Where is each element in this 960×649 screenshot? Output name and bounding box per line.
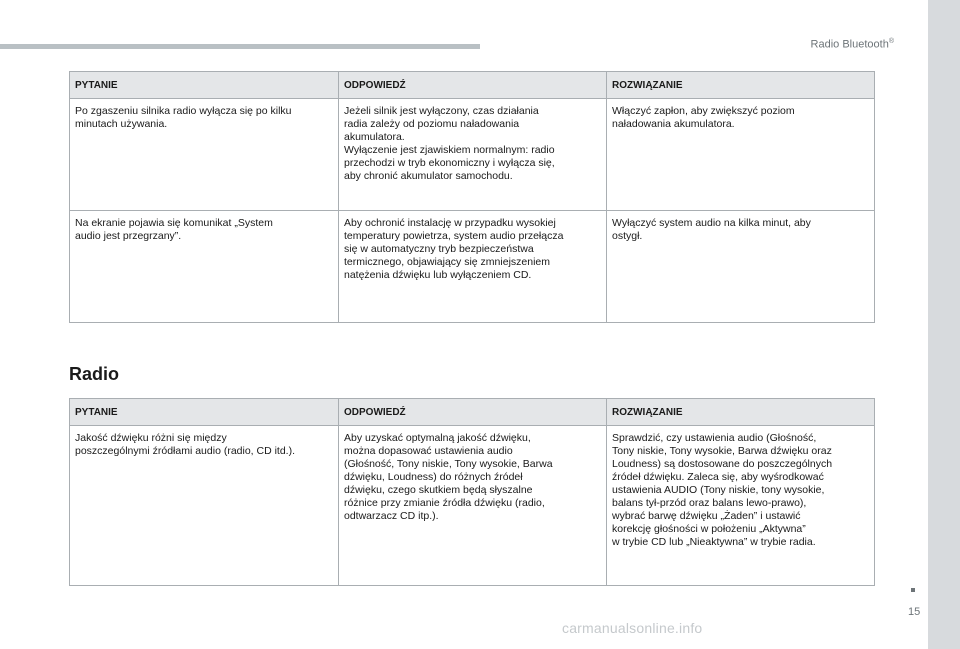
cell-text: Po zgaszeniu silnika radio wyłącza się po kilku minutach używania. (75, 105, 292, 130)
section-header (811, 38, 894, 51)
column-header-solution: ROZWIĄZANIE (607, 399, 875, 426)
cell-text: Aby ochronić instalację w przypadku wysokiej temperatury powietrza, system audio przełącza się w automatyczny tryb bezpieczeństwa termicznego, objawiający się zmniejszeniem natężenia dźwięku lub wyłączeniem CD. (344, 217, 564, 281)
cell-text: Aby uzyskać optymalną jakość dźwięku, można dopasować ustawienia audio (Głośność, Tony niskie, Tony wysokie, Barwa dźwięku, Loudness) do różnych źródeł dźwięku, czego skutkiem będą słyszalne różnice przy zmianie źródła dźwięku (radio, odtwarzacz CD itp.). (344, 432, 553, 522)
header-accent-bar (0, 44, 480, 49)
table-header-row (70, 72, 875, 99)
watermark-text: carmanualsonline.info (562, 620, 703, 636)
page-number: 15 (908, 606, 921, 618)
question-cell (70, 426, 339, 586)
section-title-radio: Radio (69, 364, 120, 384)
cell-text: Jeżeli silnik jest wyłączony, czas działania radia zależy od poziomu naładowania akumulatora. Wyłączenie jest zjawiskiem normalnym: radio przechodzi w tryb ekonomiczny i wyłącza się, aby chronić akumulator samochodu. (344, 105, 555, 182)
table-row (70, 211, 875, 323)
troubleshooting-table-2 (69, 398, 875, 586)
page-edge-strip (928, 0, 960, 649)
cell-text: Jakość dźwięku różni się między poszczególnymi źródłami audio (radio, CD itd.). (75, 432, 296, 457)
solution-cell (607, 211, 875, 323)
answer-cell (339, 426, 607, 586)
cell-text: Na ekranie pojawia się komunikat „System audio jest przegrzany”. (75, 217, 273, 242)
table-row (70, 426, 875, 586)
question-cell (70, 99, 339, 211)
question-cell (70, 211, 339, 323)
page-marker-dot (911, 588, 915, 592)
column-header-answer: ODPOWIEDŹ (339, 399, 607, 426)
column-header-answer: ODPOWIEDŹ (339, 72, 607, 99)
troubleshooting-table-1 (69, 71, 875, 323)
table-header-row (70, 399, 875, 426)
column-header-solution: ROZWIĄZANIE (607, 72, 875, 99)
answer-cell (339, 99, 607, 211)
cell-text: Włączyć zapłon, aby zwiększyć poziom naładowania akumulatora. (612, 105, 795, 130)
column-header-question: PYTANIE (70, 72, 339, 99)
table-row (70, 99, 875, 211)
solution-cell (607, 426, 875, 586)
cell-text: Wyłączyć system audio na kilka minut, aby ostygł. (612, 217, 811, 242)
cell-text: Sprawdzić, czy ustawienia audio (Głośność, Tony niskie, Tony wysokie, Barwa dźwięku oraz Loudness) są dostosowane do poszczególnych źródeł dźwięku. Zaleca się, aby wyśrodkować ustawienia AUDIO (Tony niskie, tony wysokie, balans tył-przód oraz balans lewo-prawo), wybrać barwę dźwięku „Żaden” i ustawić korekcję głośności w położeniu „Aktywna” w trybie CD lub „Nieaktywna” w trybie radia. (612, 432, 833, 548)
column-header-question: PYTANIE (70, 399, 339, 426)
solution-cell (607, 99, 875, 211)
trademark-symbol: ® (888, 38, 894, 45)
section-header-text: Radio Bluetooth (810, 38, 889, 51)
answer-cell (339, 211, 607, 323)
